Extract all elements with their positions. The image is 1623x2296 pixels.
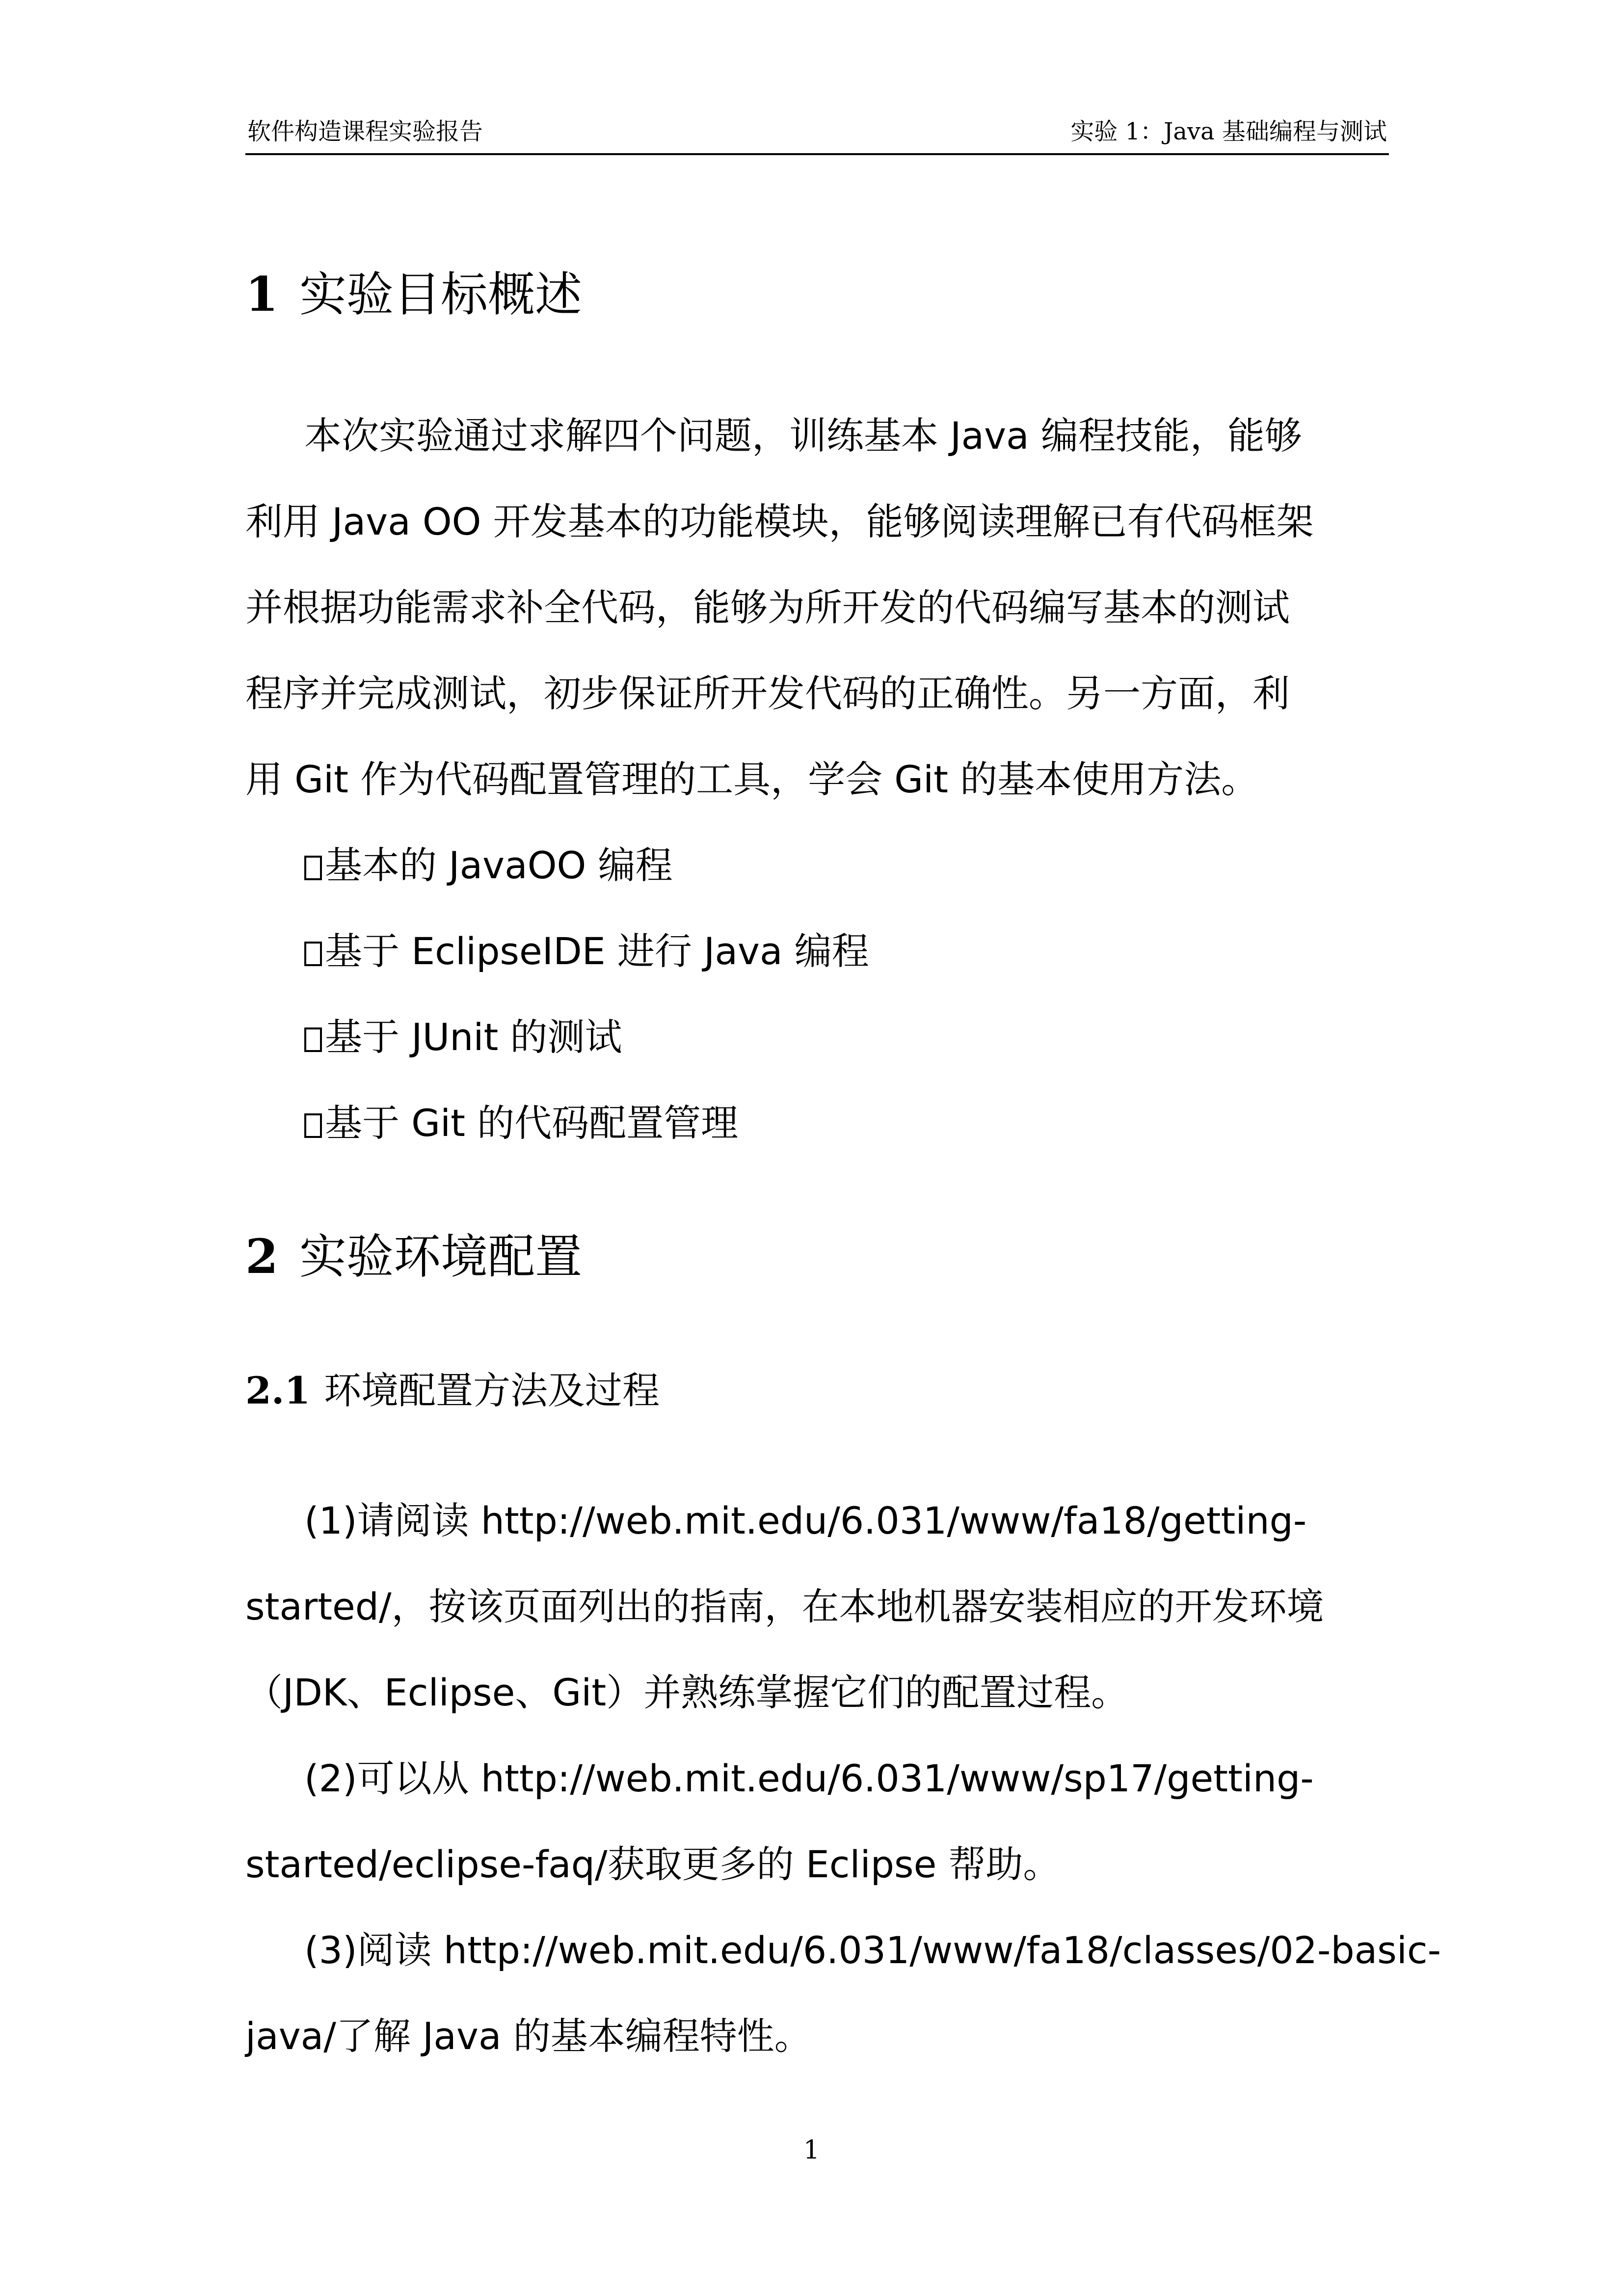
objectives-list xyxy=(304,822,869,1166)
paragraph-line: java/了解 Java 的基本编程特性。 xyxy=(245,2014,812,2058)
section-2-title: 实验环境配置 xyxy=(299,1229,582,1284)
paragraph-line: （JDK、Eclipse、Git）并熟练掌握它们的配置过程。 xyxy=(245,1671,1129,1714)
list-item-text: 基于 Git 的代码配置管理 xyxy=(325,1101,739,1145)
list-item xyxy=(304,822,869,908)
paragraph-line: 本次实验通过求解四个问题，训练基本 Java 编程技能，能够 xyxy=(304,414,1302,458)
paragraph-line: 用 Git 作为代码配置管理的工具，学会 Git 的基本使用方法。 xyxy=(245,757,1259,801)
paragraph-line: (2)可以从 http://web.mit.edu/6.031/www/sp17/getting- xyxy=(304,1756,1314,1800)
section-2-1-number: 2.1 xyxy=(245,1369,311,1412)
paragraph-line: 并根据功能需求补全代码，能够为所开发的代码编写基本的测试 xyxy=(245,586,1290,629)
list-item-text: 基本的 JavaOO 编程 xyxy=(325,843,673,887)
paragraph-line: 程序并完成测试，初步保证所开发代码的正确性。另一方面，利 xyxy=(245,672,1290,715)
paragraph-line: started/，按该页面列出的指南，在本地机器安装相应的开发环境 xyxy=(245,1585,1324,1628)
header-course-title: 软件构造课程实验报告 xyxy=(247,118,483,145)
page-number: 1 xyxy=(803,2135,820,2165)
section-1-number: 1 xyxy=(245,267,278,322)
header-lab-title: 实验 1：Java 基础编程与测试 xyxy=(1070,118,1387,145)
section-2-1-paragraph xyxy=(245,1478,1441,2079)
section-2-number: 2 xyxy=(245,1229,278,1284)
checkbox-glyph-icon xyxy=(304,1027,322,1052)
section-2-heading xyxy=(245,1227,582,1286)
section-1-heading xyxy=(245,265,582,324)
page-header xyxy=(245,112,1389,155)
paragraph-line: (3)阅读 http://web.mit.edu/6.031/www/fa18/classes/02-basic- xyxy=(304,1928,1441,1972)
section-1-paragraph xyxy=(245,393,1389,822)
section-2-1-title: 环境配置方法及过程 xyxy=(324,1369,660,1412)
checkbox-glyph-icon xyxy=(304,856,322,880)
checkbox-glyph-icon xyxy=(304,942,322,966)
paragraph-line: (1)请阅读 http://web.mit.edu/6.031/www/fa18/getting- xyxy=(304,1499,1307,1542)
paragraph-line: started/eclipse-faq/获取更多的 Eclipse 帮助。 xyxy=(245,1842,1061,1886)
paragraph-line: 利用 Java OO 开发基本的功能模块，能够阅读理解已有代码框架 xyxy=(245,500,1314,543)
list-item xyxy=(304,994,869,1080)
section-2-1-heading xyxy=(245,1366,660,1415)
checkbox-glyph-icon xyxy=(304,1113,322,1138)
list-item xyxy=(304,908,869,994)
list-item-text: 基于 JUnit 的测试 xyxy=(325,1015,622,1059)
section-1-title: 实验目标概述 xyxy=(299,267,582,322)
list-item xyxy=(304,1080,869,1166)
list-item-text: 基于 EclipseIDE 进行 Java 编程 xyxy=(325,929,869,973)
